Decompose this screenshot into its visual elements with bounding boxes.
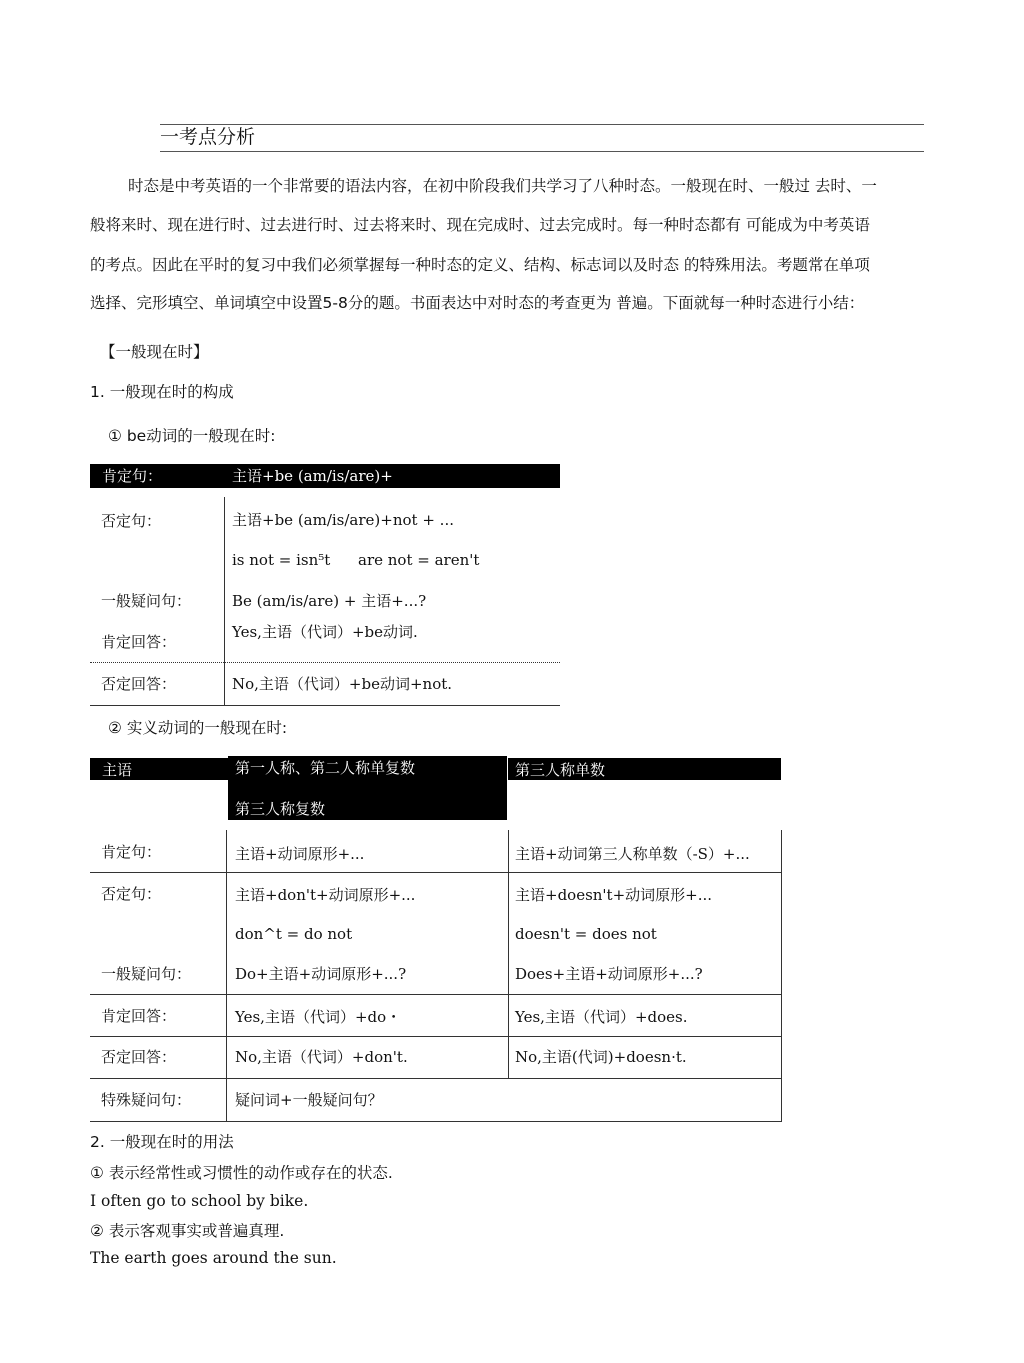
table2-header-subject — [90, 758, 228, 780]
table2-header-subject-text: 主语 — [102, 761, 133, 779]
table2-negative-singular: 主语+doesn't+动词原形+... — [515, 886, 713, 904]
table2-header-first-line2: 第三人称复数 — [235, 800, 326, 818]
table2-col-divider-last — [226, 1078, 227, 1121]
table2-negative-label: 否定句： — [101, 885, 162, 903]
table2-no-label: 否定回答： — [101, 1048, 177, 1066]
table1-positive-answer-label: 肯定回答： — [101, 633, 177, 651]
table2-wh-value: 疑问词+一般疑问句？ — [235, 1091, 383, 1109]
intro-line-2: 般将来时、现在进行时、过去进行时、过去将来时、现在完成时、过去完成时。每一种时态都有 可能成为中考英语 — [90, 216, 870, 234]
table2-yes-singular: Yes,主语（代词）+does. — [515, 1008, 688, 1026]
table1-contraction-1: is not = isn⁵t — [232, 551, 331, 569]
example-1: I often go to school by bike. — [90, 1192, 309, 1210]
table1-header-row — [90, 464, 560, 488]
intro-line-1: 时态是中考英语的一个非常要的语法内容，在初中阶段我们共学习了八种时态。一般现在时、一般过 去时、一 — [128, 177, 877, 195]
section-title: 一考点分析 — [160, 124, 924, 152]
table2-header-third — [508, 758, 781, 780]
table1-contraction-2: are not = aren't — [358, 551, 480, 569]
table1-header-label: 肯定句： — [102, 467, 163, 485]
table2-positive-label: 肯定句： — [101, 843, 162, 861]
table2-row-line-2 — [90, 994, 781, 995]
table2-question-label: 一般疑问句： — [101, 965, 192, 983]
example-2: The earth goes around the sun. — [90, 1249, 337, 1267]
table2-header-third-text: 第三人称单数 — [515, 761, 606, 779]
subheading-usage: 2. 一般现在时的用法 — [90, 1133, 234, 1151]
table2-yes-plural: Yes,主语（代词）+do・ — [235, 1008, 402, 1026]
table2-question-plural: Do+主语+动词原形+...? — [235, 965, 407, 983]
table2-yes-label: 肯定回答： — [101, 1007, 177, 1025]
table1-dotted-separator — [90, 662, 560, 663]
usage-1: ① 表示经常性或习惯性的动作或存在的状态. — [90, 1164, 393, 1182]
table2-negative-plural: 主语+don't+动词原形+... — [235, 886, 416, 904]
table1-question-value: Be (am/is/are) + 主语+...? — [232, 592, 427, 610]
table2-col-divider-1 — [226, 830, 227, 1078]
table2-header-first-second — [228, 756, 507, 820]
table1-header-value: 主语+be (am/is/are)+ — [232, 467, 393, 485]
table1-question-label: 一般疑问句： — [101, 592, 192, 610]
table1-positive-answer-value: Yes,主语（代词）+be动词. — [232, 623, 418, 641]
subheading-structure: 1. 一般现在时的构成 — [90, 383, 234, 401]
table2-row-line-1 — [90, 872, 781, 873]
table1-negative-answer-value: No,主语（代词）+be动词+not. — [232, 675, 453, 693]
table1-divider — [224, 497, 225, 705]
table1-neg-value: 主语+be (am/is/are)+not + ... — [232, 511, 454, 529]
table2-col-divider-2 — [508, 830, 509, 1078]
intro-line-4: 选择、完形填空、单词填空中设置5-8分的题。书面表达中对时态的考查更为 普遍。下面就每一种时态进行小结： — [90, 294, 865, 312]
table2-contraction-singular: doesn't = does not — [515, 925, 657, 943]
table2-wh-label: 特殊疑问句： — [101, 1091, 192, 1109]
table2-positive-singular: 主语+动词第三人称单数（-S）+... — [515, 845, 750, 863]
heading-present-simple: 【一般现在时】 — [100, 343, 209, 361]
usage-2: ② 表示客观事实或普遍真理. — [90, 1222, 285, 1240]
table2-no-plural: No,主语（代词）+don't. — [235, 1048, 408, 1066]
table2-contraction-plural: don^t = do not — [235, 925, 353, 943]
table2-no-singular: No,主语(代词)+doesn·t. — [515, 1048, 687, 1066]
intro-line-3: 的考点。因此在平时的复习中我们必须掌握每一种时态的定义、结构、标志词以及时态 的特殊用法。考题常在单项 — [90, 256, 870, 274]
table2-row-line-3 — [90, 1036, 781, 1037]
table2-header-first-line1: 第一人称、第二人称单复数 — [235, 759, 416, 777]
table1-negative-answer-label: 否定回答： — [101, 675, 177, 693]
table2-positive-plural: 主语+动词原形+... — [235, 845, 365, 863]
table1-neg-label: 否定句： — [101, 512, 162, 530]
table2-question-singular: Does+主语+动词原形+...? — [515, 965, 703, 983]
subheading-be-verb: ① be动词的一般现在时: — [108, 427, 276, 445]
subheading-action-verb: ② 实义动词的一般现在时: — [108, 719, 288, 737]
table2-row-line-4 — [90, 1078, 781, 1079]
